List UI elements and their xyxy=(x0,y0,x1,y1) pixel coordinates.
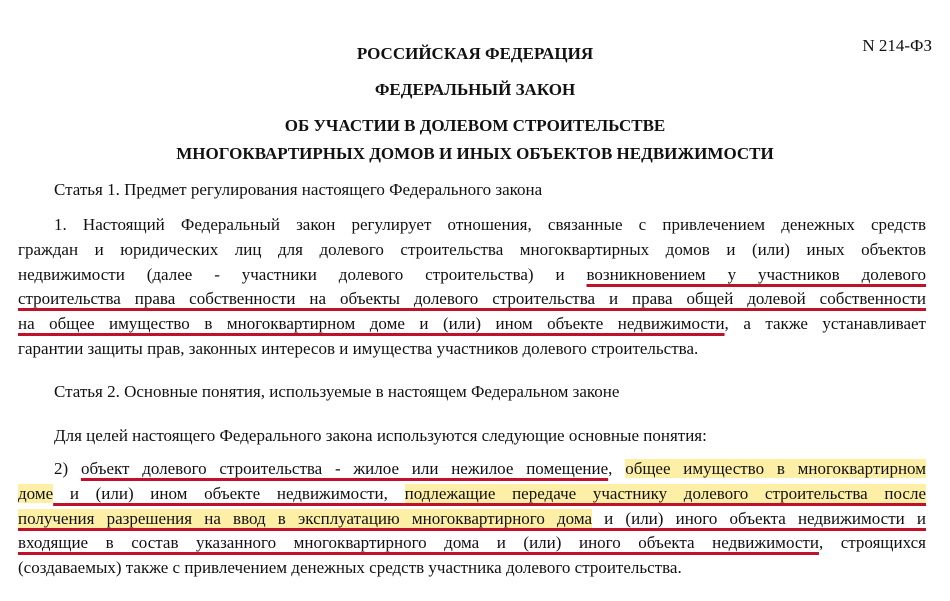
item-2-line-5: (создаваемых) также с привлечением денежных средств участника долевого строительства. xyxy=(18,558,682,578)
article-1-line-4 xyxy=(18,287,926,312)
law-title-line-1: ОБ УЧАСТИИ В ДОЛЕВОМ СТРОИТЕЛЬСТВЕ xyxy=(284,116,666,135)
article-1-line-2: граждан и юридических лиц для долевого строительства многоквартирных домов и (или) иных объектов xyxy=(18,239,926,259)
item-2-line-1 xyxy=(18,457,926,482)
highlighted-underlined-text: подлежащие передаче участнику долевого строительства после xyxy=(404,483,927,503)
article-1-line-5 xyxy=(18,312,926,337)
article-1-line-6: гарантии защиты прав, законных интересов и имущества участников долевого строительства. xyxy=(18,338,699,358)
highlighted-text: доме xyxy=(18,483,54,503)
article-2-intro: Для целей настоящего Федерального закона используются следующие основные понятия: xyxy=(54,426,707,445)
item-2-line-4 xyxy=(18,531,926,556)
underlined-text: и (или) иного объекта недвижимости и xyxy=(592,508,926,528)
item-text: , xyxy=(608,459,626,478)
article-2-title: Статья 2. Основные понятия, используемые в настоящем Федеральном законе xyxy=(54,382,620,401)
article-1-body xyxy=(18,213,926,362)
item-2-line-2 xyxy=(18,482,926,507)
article-1-title: Статья 1. Предмет регулирования настоящего Федерального закона xyxy=(54,180,543,199)
underlined-text: объект долевого строительства - жилое или нежилое помещение xyxy=(80,459,609,478)
underlined-text: на общее имущество в многоквартирном доме и (или) ином объекте недвижимости xyxy=(18,314,725,334)
law-title-line-2: МНОГОКВАРТИРНЫХ ДОМОВ И ИНЫХ ОБЪЕКТОВ НЕДВИЖИМОСТИ xyxy=(176,144,774,163)
underlined-text: возникновением у участников долевого xyxy=(586,264,926,284)
article-2-item-2 xyxy=(18,457,926,581)
article-1-line-1: 1. Настоящий Федеральный закон регулирует отношения, связанные с привлечением денежных средств xyxy=(54,215,926,234)
item-text: , строящихся xyxy=(818,533,926,553)
document-number: N 214-ФЗ xyxy=(862,36,932,55)
underlined-text: строительства права собственности на объекты долевого строительства и права общей долевой собственности xyxy=(18,289,926,309)
item-text: 2) xyxy=(54,459,81,478)
country-heading: РОССИЙСКАЯ ФЕДЕРАЦИЯ xyxy=(356,44,594,63)
article-1-text: , а также устанавливает xyxy=(724,314,926,334)
article-1-text: недвижимости (далее - участники долевого строительства) и xyxy=(18,264,587,284)
law-type-heading: ФЕДЕРАЛЬНЫЙ ЗАКОН xyxy=(374,80,576,99)
underlined-text: входящие в состав указанного многоквартирного дома и (или) иного объекта недвижимости xyxy=(18,533,819,553)
article-1-line-3 xyxy=(18,263,926,288)
highlighted-underlined-text: получения разрешения на ввод в эксплуатацию многоквартирного дома xyxy=(18,508,593,528)
underlined-text: и (или) ином объекте недвижимости, xyxy=(53,483,405,503)
item-2-line-3 xyxy=(18,507,926,532)
highlighted-text: общее имущество в многоквартирном xyxy=(625,459,926,478)
